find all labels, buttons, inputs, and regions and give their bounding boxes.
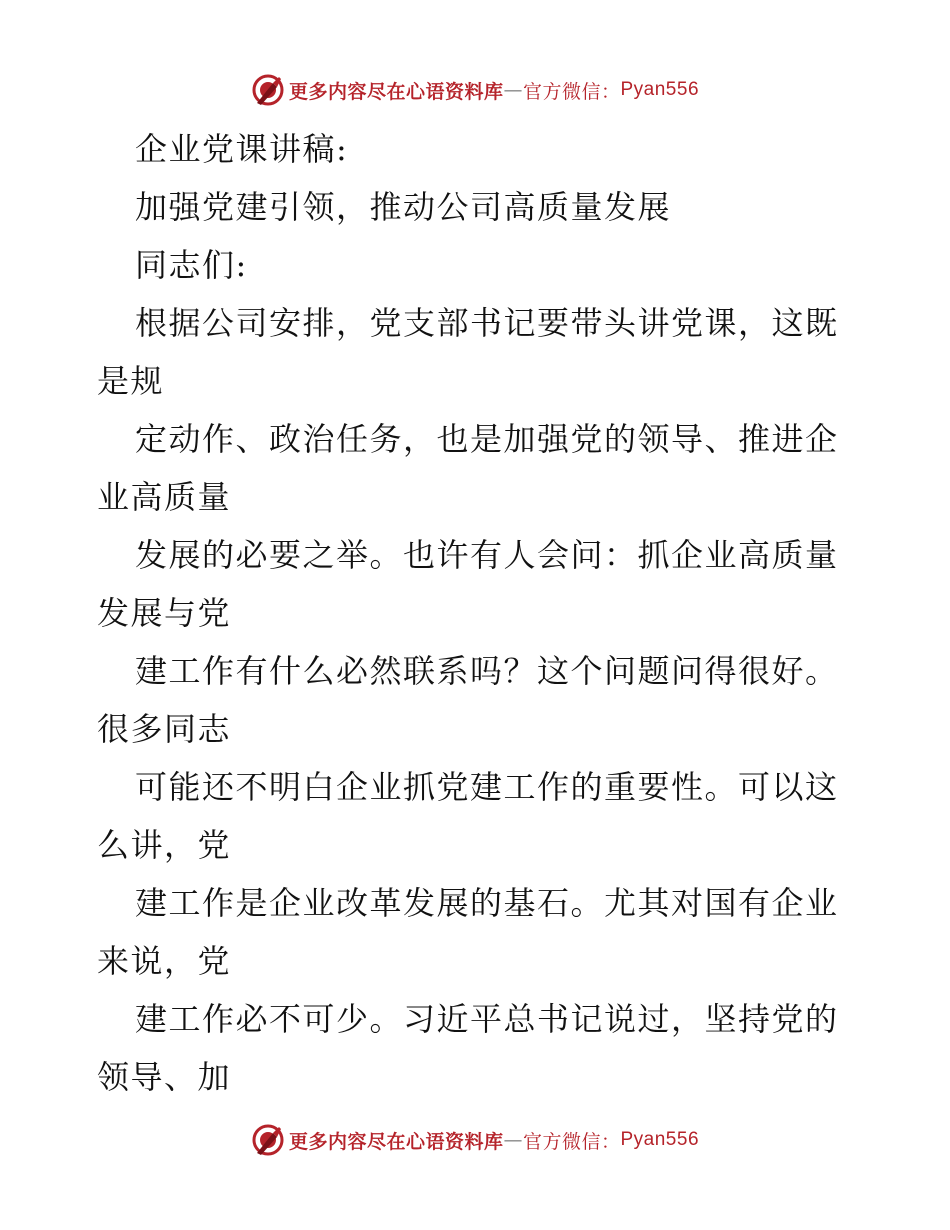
footer-brand-text: 更多内容尽在心语资料库	[288, 1130, 504, 1153]
header-separator: —	[503, 79, 523, 101]
header-wechat-id: Pyan556	[620, 79, 700, 100]
text-line: 建工作是企业改革发展的基石。尤其对国有企业	[135, 884, 839, 922]
header-wechat-label: 官方微信：	[522, 80, 621, 103]
text-line: 建工作必不可少。习近平总书记说过，坚持党的	[135, 1000, 839, 1038]
text-line: 是规	[97, 362, 165, 400]
text-line: 可能还不明白企业抓党建工作的重要性。可以这	[135, 768, 839, 806]
footer-separator: —	[503, 1129, 523, 1151]
text-line: 业高质量	[97, 478, 232, 516]
footer-wechat-id: Pyan556	[620, 1129, 700, 1150]
footer-banner	[0, 1120, 950, 1160]
text-line: 根据公司安排，党支部书记要带头讲党课，这既	[135, 304, 839, 342]
text-line: 领导、加	[97, 1058, 232, 1096]
header-brand-text: 更多内容尽在心语资料库	[288, 80, 504, 103]
text-line: 发展的必要之举。也许有人会问：抓企业高质量	[135, 536, 839, 574]
text-line: 定动作、政治任务，也是加强党的领导、推进企	[135, 420, 839, 458]
text-line: 么讲，党	[97, 826, 232, 864]
text-line: 建工作有什么必然联系吗？这个问题问得很好。	[135, 652, 839, 690]
pen-logo-icon	[251, 73, 285, 107]
text-line: 企业党课讲稿:	[135, 130, 349, 168]
text-line: 加强党建引领，推动公司高质量发展	[135, 188, 672, 226]
text-line: 很多同志	[97, 710, 232, 748]
text-line: 同志们:	[135, 246, 248, 284]
pen-logo-icon	[251, 1123, 285, 1157]
text-line: 来说，党	[97, 942, 232, 980]
document-body	[97, 120, 857, 1106]
text-line: 发展与党	[97, 594, 232, 632]
header-banner	[0, 70, 950, 110]
footer-wechat-label: 官方微信：	[522, 1130, 621, 1153]
